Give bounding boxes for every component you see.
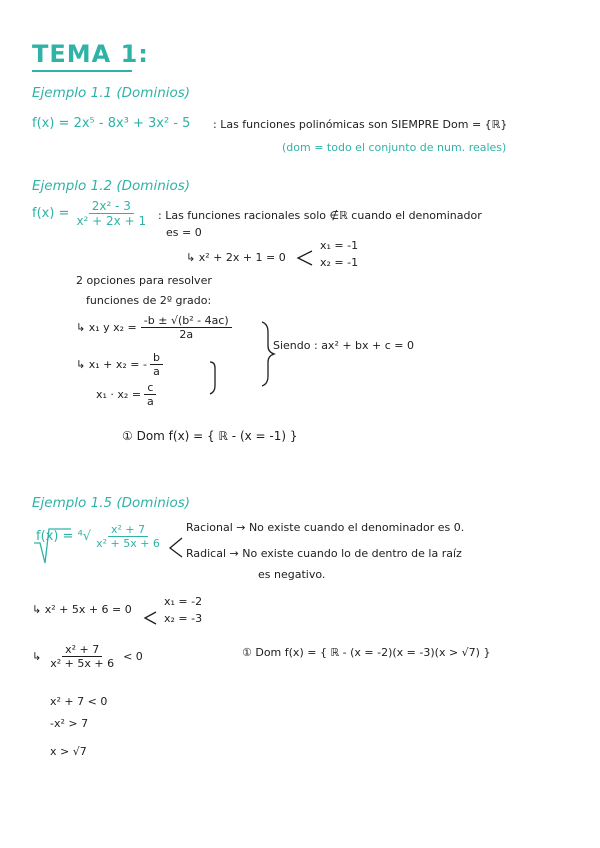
example-1-2-heading: Ejemplo 1.2 (Dominios) (32, 178, 191, 194)
example-1-5-root-1: x₁ = -2 (164, 595, 203, 608)
page-title: TEMA 1: (32, 40, 149, 68)
inequality-suffix: < 0 (123, 650, 143, 663)
sum-roots-fraction (150, 352, 163, 377)
example-1-1-teal-note: (dom = todo el conjunto de num. reales) (282, 141, 507, 154)
example-1-5-heading: Ejemplo 1.5 (Dominios) (32, 495, 191, 511)
siendo-note: Siendo : ax² + bx + c = 0 (273, 339, 415, 352)
inequality-fraction (47, 644, 117, 669)
example-1-2-note-line-2: es = 0 (166, 226, 202, 239)
function-fraction (73, 200, 149, 227)
title-underline (32, 70, 132, 72)
fraction-numerator: 2x² - 3 (89, 200, 134, 214)
example-1-5-root-2: x₂ = -3 (164, 612, 203, 625)
example-1-1-formula: f(x) = 2x⁵ - 8x³ + 3x² - 5 (32, 116, 191, 131)
fraction-denominator: x² + 5x + 6 (50, 657, 115, 670)
function-fraction (93, 524, 163, 549)
fraction-denominator: x² + 2x + 1 (76, 214, 147, 228)
fraction-denominator: a (153, 365, 160, 378)
fraction-numerator: b (150, 352, 163, 365)
example-1-2-equation: ↳ x² + 2x + 1 = 0 (186, 251, 286, 264)
option-3-formula (96, 382, 157, 407)
example-1-2-root-1: x₁ = -1 (320, 239, 359, 252)
example-1-2-root-2: x₂ = -1 (320, 256, 359, 269)
fraction-numerator: -b ± √(b² - 4ac) (141, 315, 232, 328)
option-2-prefix: ↳ x₁ + x₂ = - (76, 358, 147, 371)
example-1-5-function (36, 524, 163, 549)
quadratic-formula-fraction (141, 315, 232, 340)
root-branch-lines (145, 612, 156, 624)
option-1-prefix: ↳ x₁ y x₂ = (76, 321, 137, 334)
radical-note-line-1: Radical → No existe cuando lo de dentro de la raíz (186, 547, 462, 560)
option-3-prefix: x₁ · x₂ = (96, 388, 142, 401)
example-1-5-result: ① Dom f(x) = { ℝ - (x = -2)(x = -3)(x > √7) } (242, 646, 491, 659)
radical-note-line-2: es negativo. (258, 568, 326, 581)
small-brace (210, 362, 215, 394)
classification-branch-lines (170, 538, 182, 557)
fraction-numerator: x² + 7 (62, 644, 102, 657)
fraction-numerator: x² + 7 (108, 524, 148, 537)
example-1-1-heading: Ejemplo 1.1 (Dominios) (32, 85, 191, 101)
inequality-prefix: ↳ (32, 650, 42, 663)
right-brace (262, 322, 274, 386)
options-line-2: funciones de 2º grado: (86, 294, 212, 307)
fraction-denominator: 2a (179, 328, 194, 341)
example-1-2-result: ① Dom f(x) = { ℝ - (x = -1) } (122, 429, 298, 443)
function-label: f(x) = ⁴√ (36, 529, 92, 544)
inequality-step-1: x² + 7 < 0 (50, 695, 108, 708)
root-branch-lines (298, 251, 312, 265)
inequality-step-3: x > √7 (50, 745, 87, 758)
example-1-5-equation: ↳ x² + 5x + 6 = 0 (32, 603, 132, 616)
fraction-numerator: c (144, 382, 156, 395)
racional-note: Racional → No existe cuando el denominador es 0. (186, 521, 465, 534)
product-roots-fraction (144, 382, 157, 407)
option-2-formula (76, 352, 163, 377)
fraction-denominator: x² + 5x + 6 (96, 537, 160, 550)
example-1-2-note-line-1: : Las funciones racionales solo ∉ℝ cuando el denominador (158, 209, 482, 222)
function-label: f(x) = (32, 206, 70, 221)
options-line-1: 2 opciones para resolver (76, 274, 212, 287)
example-1-1-note: : Las funciones polinómicas son SIEMPRE Dom = {ℝ} (213, 118, 508, 131)
option-1-formula (76, 315, 232, 340)
inequality-step-2: -x² > 7 (50, 717, 89, 730)
example-1-5-inequality (32, 644, 143, 669)
example-1-2-function (32, 200, 149, 227)
fraction-denominator: a (147, 395, 154, 408)
